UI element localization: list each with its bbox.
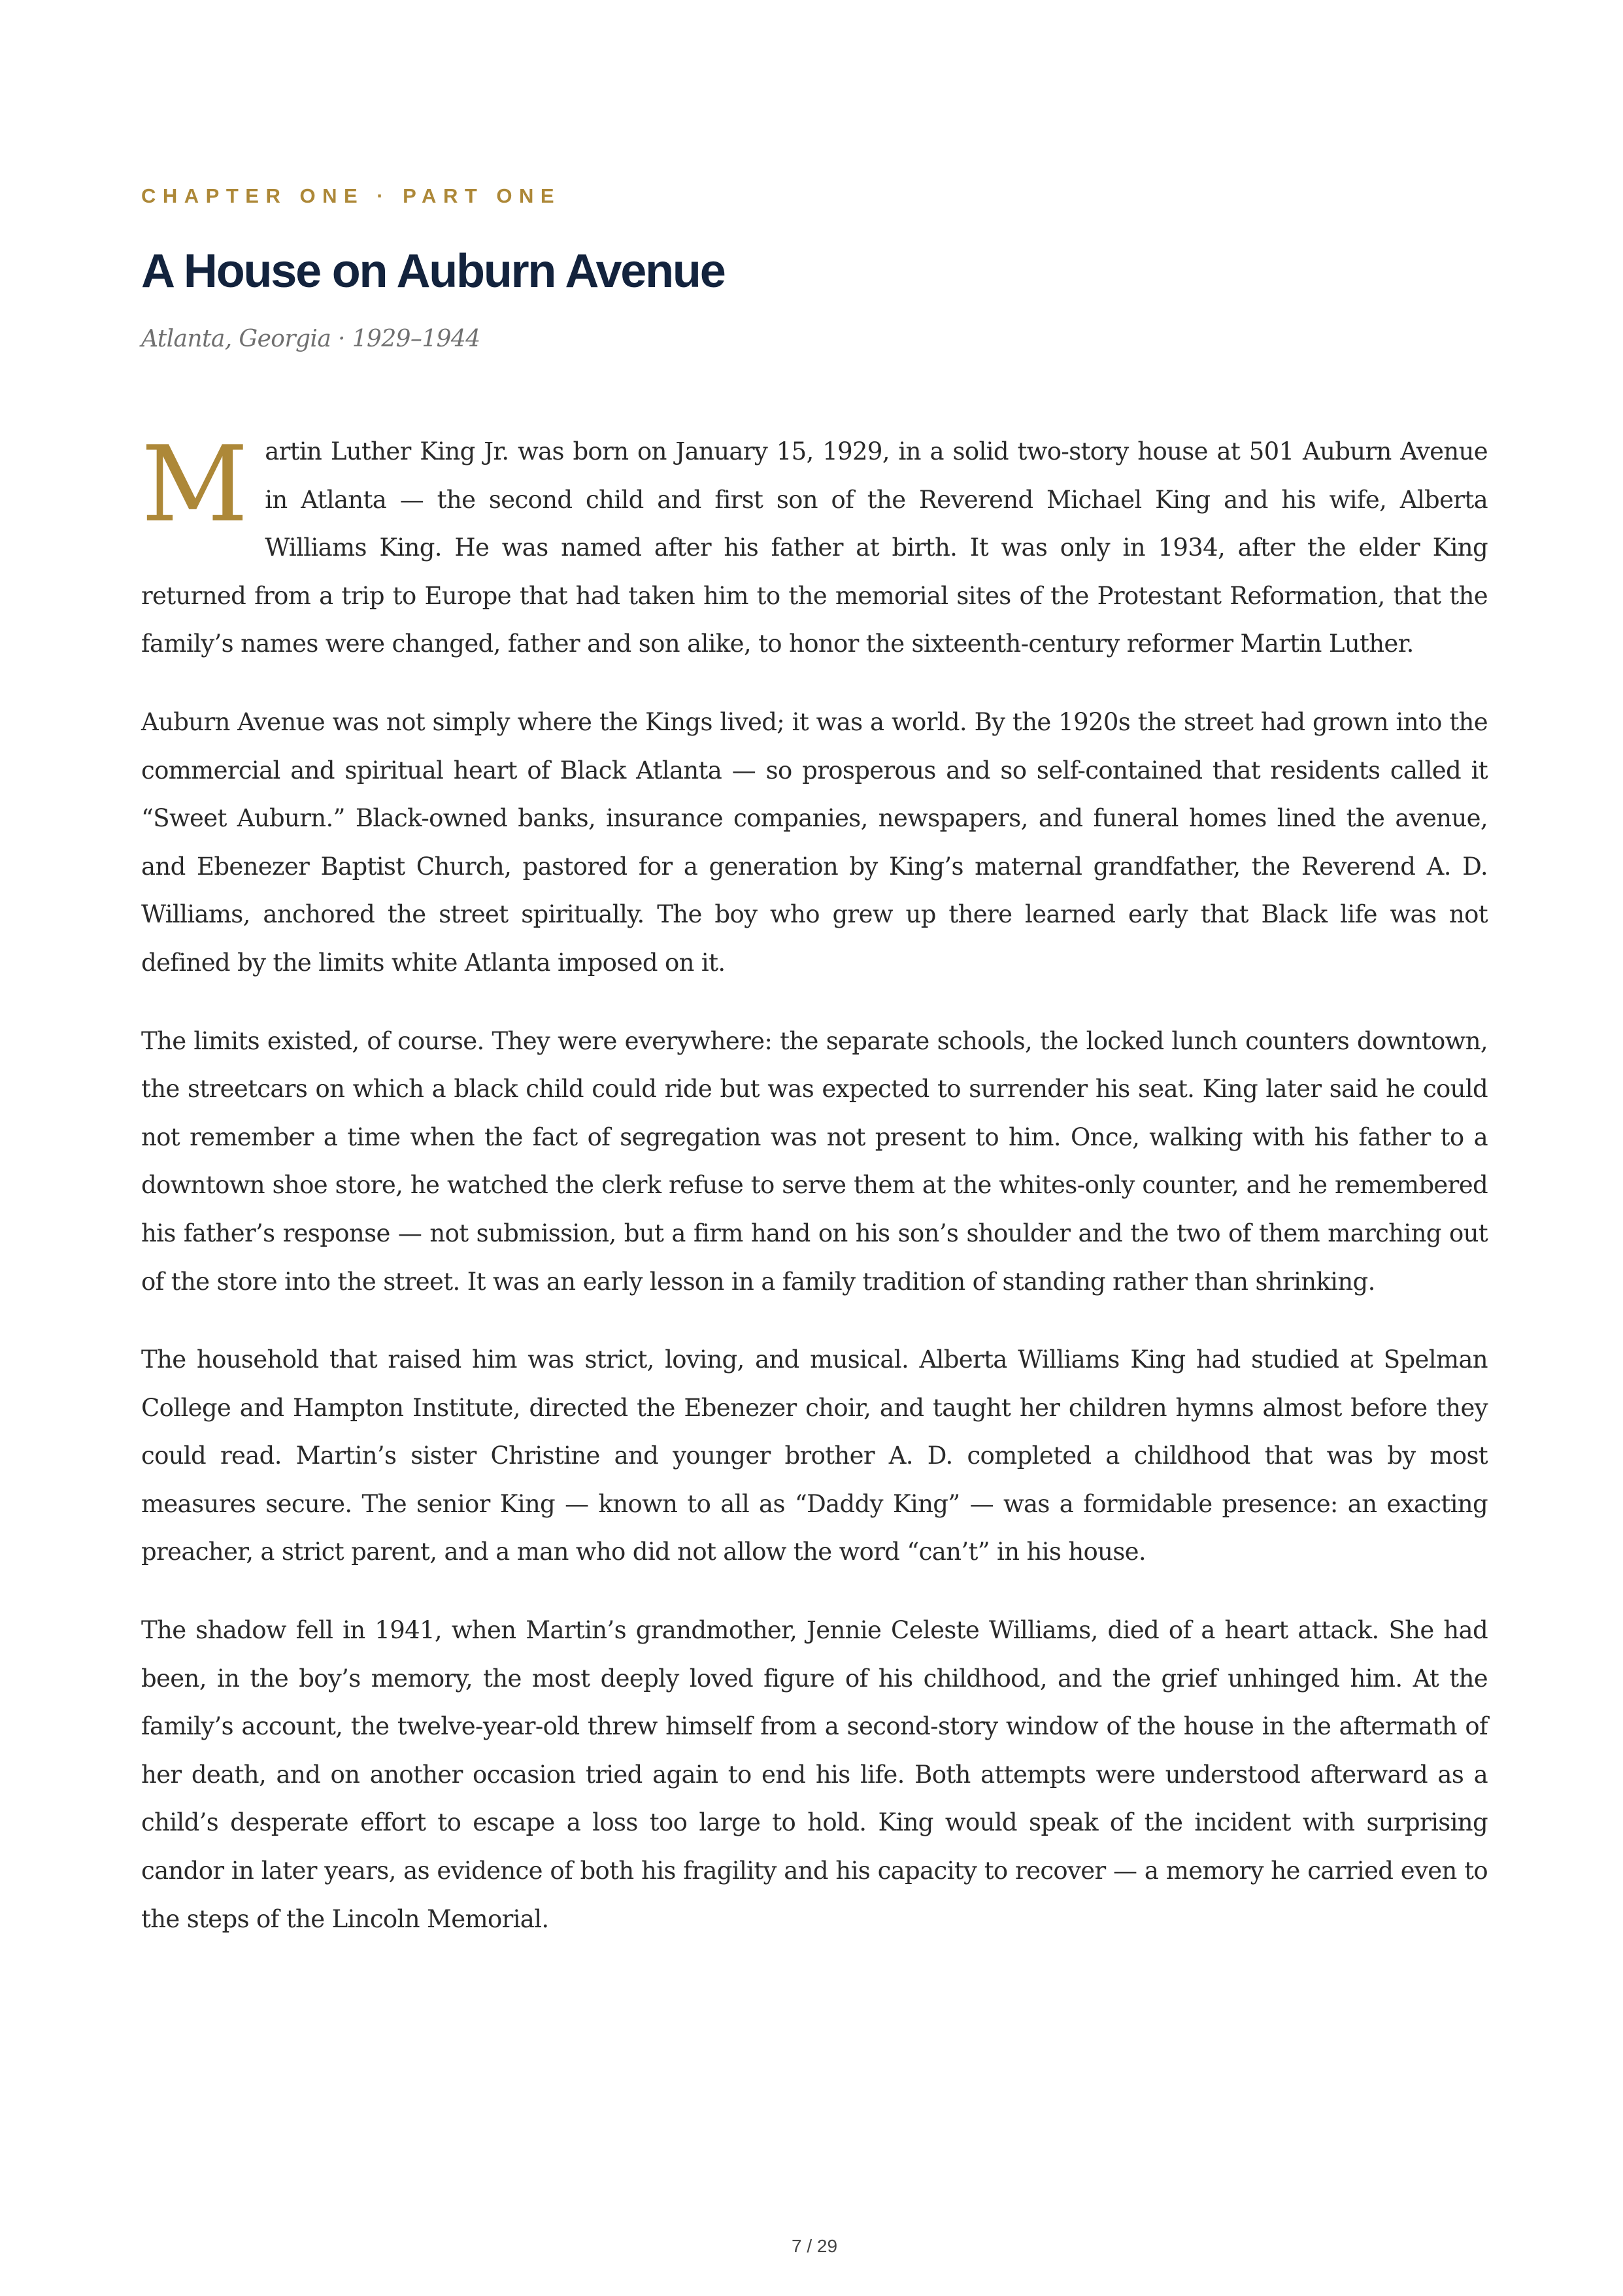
chapter-body	[141, 423, 1488, 1973]
paragraph-3: The limits existed, of course. They were everywhere: the separate schools, the locked lunch counters downtown, the streetcars on which a black child could ride but was expected to surrender his seat. King later said he could not remember a time when the fact of segregation was not present to him. Once, walking with his father to a downtown shoe store, he watched the clerk refuse to serve them at the whites-only counter, and he remembered his father’s response — not submission, but a firm hand on his son’s shoulder and the two of them marching out of the store into the street. It was an early lesson in a family tradition of standing rather than shrinking.	[141, 1026, 1488, 1296]
chapter-kicker: CHAPTER ONE · PART ONE	[141, 184, 561, 207]
drop-cap: M	[141, 423, 248, 545]
paragraph-2: Auburn Avenue was not simply where the Kings lived; it was a world. By the 1920s the street had grown into the commercial and spiritual heart of Black Atlanta — so prosperous and so self-contained that residents called it “Sweet Auburn.” Black-owned banks, insurance companies, newspapers, and funeral homes lined the avenue, and Ebenezer Baptist Church, pastored for a generation by King’s maternal grandfather, the Reverend A. D. Williams, anchored the street spiritually. The boy who grew up there learned early that Black life was not defined by the limits white Atlanta imposed on it.	[141, 707, 1488, 977]
chapter-title: A House on Auburn Avenue	[141, 245, 725, 297]
paragraph-5: The shadow fell in 1941, when Martin’s grandmother, Jennie Celeste Williams, died of a heart attack. She had been, in the boy’s memory, the most deeply loved figure of his childhood, and the grief unhinged him. At the family’s account, the twelve-year-old threw himself from a second-story window of the house in the aftermath of her death, and on another occasion tried again to end his life. Both attempts were understood afterward as a child’s desperate effort to escape a loss too large to hold. King would speak of the incident with surprising candor in later years, as evidence of both his fragility and his capacity to recover — a memory he carried even to the steps of the Lincoln Memorial.	[141, 1616, 1488, 1933]
chapter-subtitle: Atlanta, Georgia · 1929–1944	[141, 326, 480, 352]
page-number: 7 / 29	[791, 2236, 838, 2256]
document-page	[141, 0, 1488, 2296]
paragraph-1	[141, 423, 1488, 668]
paragraph-1-text: artin Luther King Jr. was born on January 15, 1929, in a solid two-story house at 501 Auburn Avenue in Atlanta — the second child and first son of the Reverend Michael King and his wife, Alberta Williams King. He was named after his father at birth. It was only in 1934, after the elder King returned from a trip to Europe that had taken him to the memorial sites of the Protestant Reformation, that the family’s names were changed, father and son alike, to honor the sixteenth-century reformer Martin Luther.	[141, 437, 1488, 658]
paragraph-4: The household that raised him was strict, loving, and musical. Alberta Williams King had studied at Spelman College and Hampton Institute, directed the Ebenezer choir, and taught her children hymns almost before they could read. Martin’s sister Christine and younger brother A. D. completed a childhood that was by most measures secure. The senior King — known to all as “Daddy King” — was a formidable presence: an exacting preacher, a strict parent, and a man who did not allow the word “can’t” in his house.	[141, 1345, 1488, 1566]
